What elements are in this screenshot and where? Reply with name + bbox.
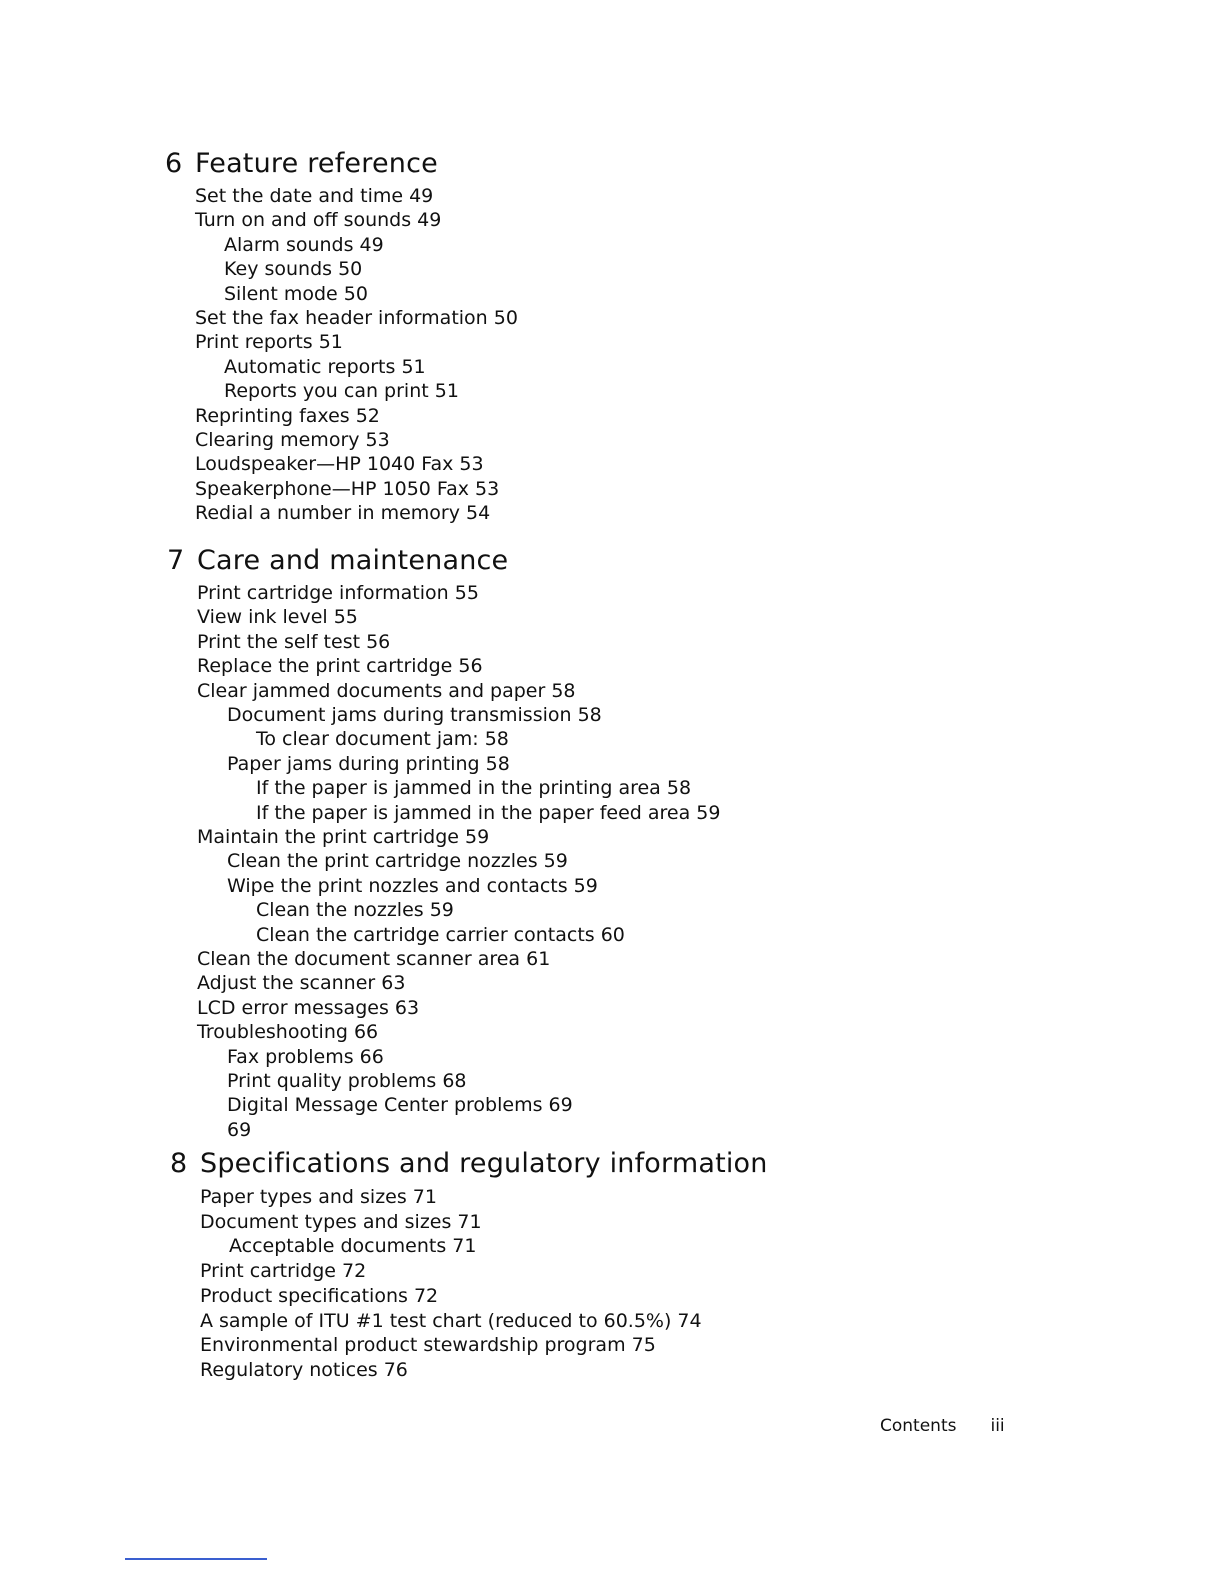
chapter-number: 8 [170,1148,188,1179]
toc-entry[interactable]: LCD error messages 63 [197,996,420,1019]
toc-entry[interactable]: Alarm sounds 49 [224,233,384,256]
toc-entry[interactable]: Print quality problems 68 [227,1070,467,1092]
chapter-heading [167,545,508,576]
chapter-title: Feature reference [195,148,438,179]
toc-entry[interactable]: Regulatory notices 76 [200,1358,408,1381]
toc-entry[interactable]: Clear jammed documents and paper 58 [197,679,576,702]
toc-entry[interactable]: Key sounds 50 [224,258,363,281]
toc-entry[interactable]: Maintain the print cartridge 59 [197,826,490,848]
toc-entry[interactable]: Paper jams during printing 58 [227,752,510,775]
toc-entry[interactable]: Digital Message Center problems 69 [227,1094,573,1117]
chapter-title: Care and maintenance [197,545,509,576]
toc-entry[interactable]: View ink level 55 [197,606,358,629]
toc-entry[interactable]: Loudspeaker—HP 1040 Fax 53 [195,453,484,476]
toc-entry[interactable]: Troubleshooting 66 [197,1021,379,1044]
chapter-number: 7 [167,545,185,576]
toc-entry[interactable]: Paper types and sizes 71 [200,1186,437,1208]
toc-entry[interactable]: Print reports 51 [195,331,343,354]
toc-entry[interactable]: Environmental product stewardship program 75 [200,1334,656,1357]
toc-entry[interactable]: Print cartridge information 55 [197,582,479,604]
toc-entry[interactable]: Turn on and off sounds 49 [195,209,442,232]
toc-entry[interactable]: Wipe the print nozzles and contacts 59 [227,874,598,897]
toc-entry[interactable]: Clean the print cartridge nozzles 59 [227,850,568,873]
chapter-heading [165,148,438,179]
bottom-rule [125,1558,267,1560]
footer-page-number: iii [990,1416,1005,1436]
toc-entry[interactable]: Set the fax header information 50 [195,307,518,329]
toc-entry[interactable]: If the paper is jammed in the paper feed area 59 [256,801,721,824]
chapter-title: Specifications and regulatory information [200,1148,768,1179]
toc-entry[interactable]: Acceptable documents 71 [229,1235,477,1258]
toc-entry[interactable]: To clear document jam: 58 [256,728,509,751]
toc-entry[interactable]: Clearing memory 53 [195,429,390,451]
toc-entry[interactable]: Set the date and time 49 [195,185,434,207]
toc-entry[interactable]: Clean the nozzles 59 [256,899,454,922]
toc-entry[interactable]: Reports you can print 51 [224,380,459,403]
toc-entry[interactable]: Speakerphone—HP 1050 Fax 53 [195,477,500,500]
toc-entry[interactable]: Silent mode 50 [224,282,368,305]
toc-entry[interactable]: Adjust the scanner 63 [197,972,406,995]
toc-entry[interactable]: If the paper is jammed in the printing area 58 [256,777,692,800]
toc-entry[interactable]: Clean the document scanner area 61 [197,948,551,970]
chapter-number: 6 [165,148,183,179]
chapter-heading [170,1148,768,1179]
toc-entry[interactable]: Reprinting faxes 52 [195,404,380,427]
toc-entry[interactable]: Replace the print cartridge 56 [197,655,483,678]
toc-entry[interactable]: Document types and sizes 71 [200,1210,482,1233]
toc-entry[interactable]: Document jams during transmission 58 [227,704,602,726]
toc-entry[interactable]: Redial a number in memory 54 [195,502,491,525]
toc-entry[interactable]: Automatic reports 51 [224,355,426,378]
toc-entry[interactable]: Clean the cartridge carrier contacts 60 [256,923,625,946]
toc-entry[interactable]: Product specifications 72 [200,1284,439,1307]
toc-entry[interactable]: A sample of ITU #1 test chart (reduced to 60.5%) 74 [200,1309,702,1332]
toc-entry[interactable]: Print the self test 56 [197,630,391,653]
toc-entry[interactable]: Fax problems 66 [227,1045,384,1068]
toc-entry[interactable]: 69 [227,1118,252,1141]
footer-section-label: Contents [880,1416,957,1436]
page-footer [880,1416,1005,1436]
toc-entry[interactable]: Print cartridge 72 [200,1260,367,1283]
